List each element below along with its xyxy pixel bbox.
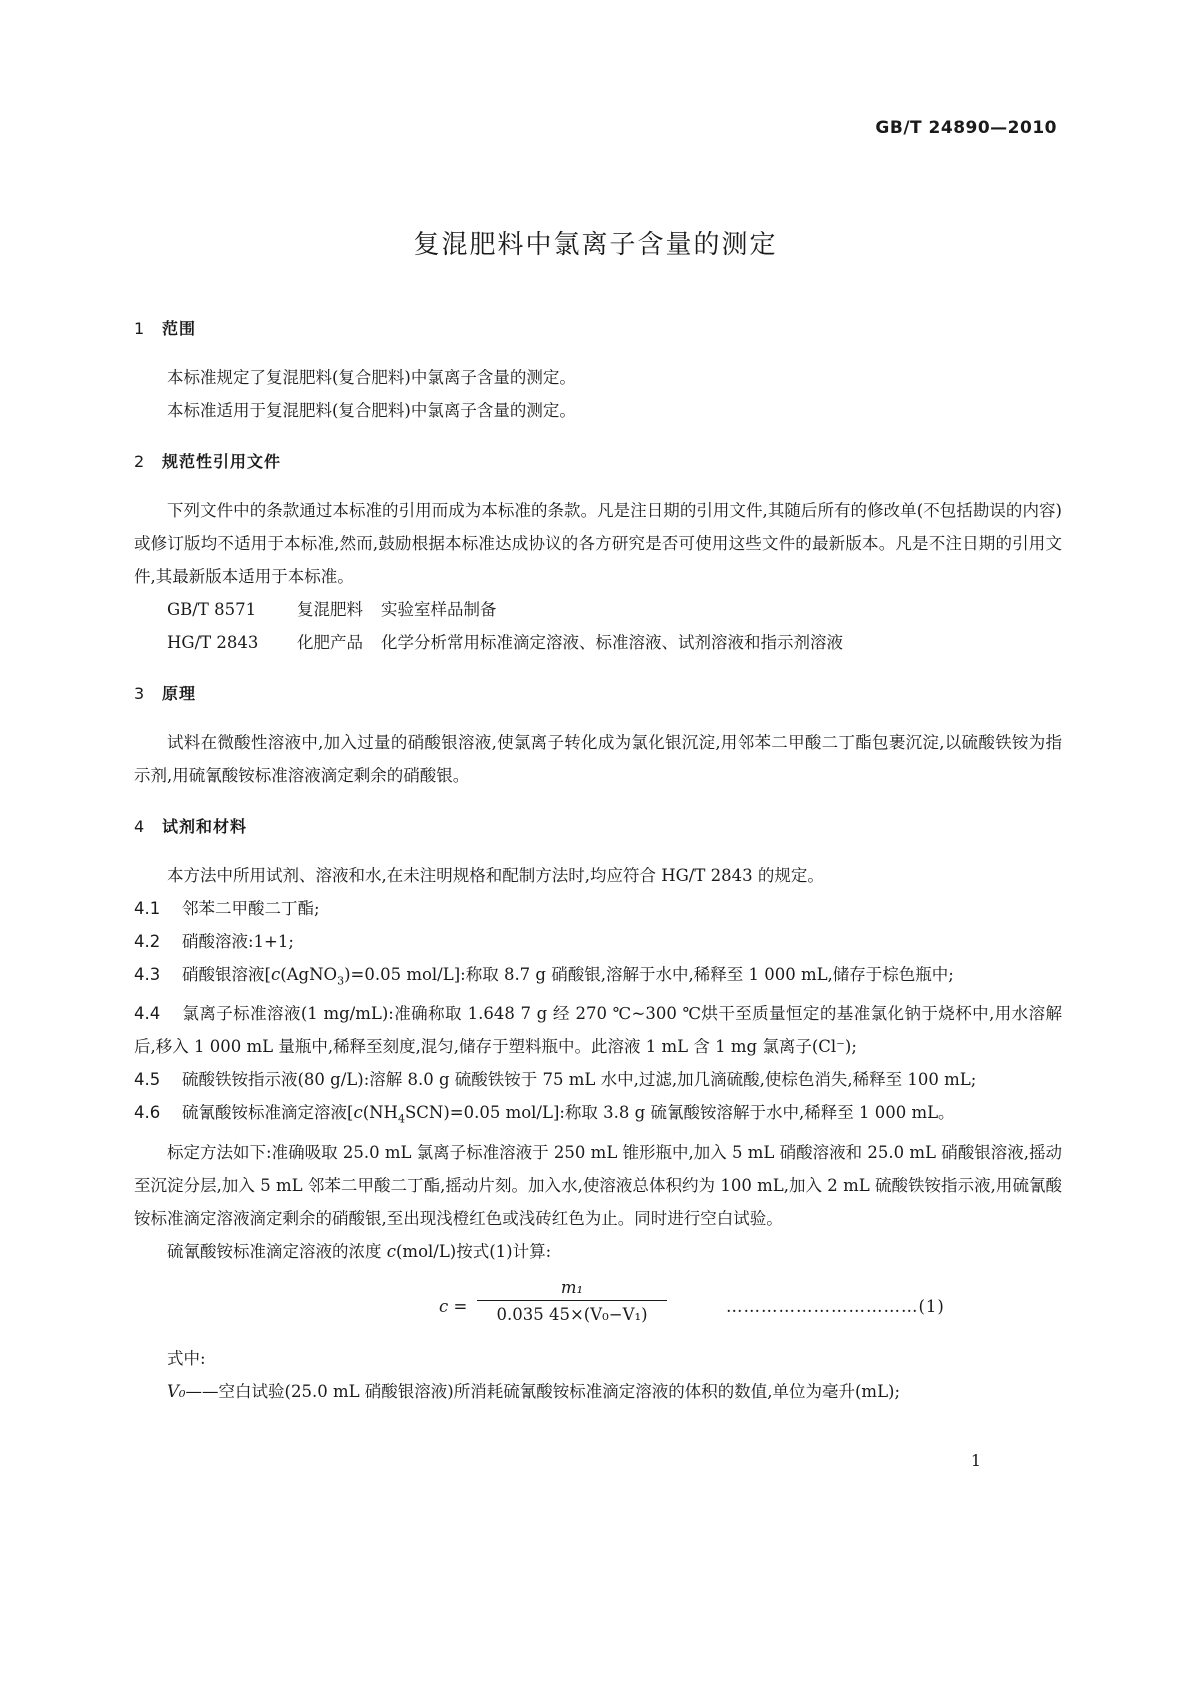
concentration-symbol: c [386, 1241, 396, 1261]
section-heading-scope [134, 312, 1062, 345]
reagent-item [134, 958, 1062, 997]
item-number: 4.1 [134, 899, 161, 918]
item-text: :称取 8.7 g 硝酸银,溶解于水中,稀释至 1 000 mL,储存于棕色瓶中; [460, 965, 954, 984]
where-label: 式中: [167, 1348, 206, 1368]
equation-number: ……………………………(1) [726, 1296, 945, 1316]
item-number: 4.5 [134, 1070, 161, 1090]
reagent-item [134, 1063, 1062, 1096]
item-name: 硫氰酸铵标准滴定溶液[ [182, 1103, 354, 1123]
reagent-item [134, 892, 1062, 925]
concentration-symbol: c [353, 1103, 363, 1123]
reference-item [134, 593, 1062, 626]
formula-part: (NH [362, 1103, 398, 1123]
reference-code: HG/T 2843 [167, 633, 259, 652]
section-title: 原理 [162, 684, 197, 703]
formula-lhs: c = [439, 1296, 468, 1316]
item-text: 硝酸溶液:1+1; [182, 932, 294, 951]
section-heading-normative-references [134, 445, 1062, 478]
paragraph: 试料在微酸性溶液中,加入过量的硝酸银溶液,使氯离子转化成为氯化银沉淀,用邻苯二甲酸二丁酯包裹沉淀,以硫酸铁铵为指示剂,用硫氰酸铵标准溶液滴定剩余的硝酸银。 [134, 733, 1062, 785]
section-title: 规范性引用文件 [162, 452, 282, 471]
item-number: 4.4 [134, 1004, 161, 1024]
item-text: 邻苯二甲酸二丁酯; [182, 899, 320, 918]
document-body [134, 312, 1062, 1408]
paragraph: 下列文件中的条款通过本标准的引用而成为本标准的条款。凡是注日期的引用文件,其随后所有的修改单(不包括勘误的内容)或修订版均不适用于本标准,然而,鼓励根据本标准达成协议的各方研究是否可使用这些文件的最新版本。凡是不注日期的引用文件,其最新版本适用于本标准。 [134, 501, 1062, 586]
item-number: 4.3 [134, 965, 161, 984]
formula-fraction [477, 1276, 667, 1329]
reference-code: GB/T 8571 [167, 600, 257, 619]
document-title: 复混肥料中氯离子含量的测定 [413, 230, 778, 260]
section-heading-principle [134, 677, 1062, 710]
formula-intro [134, 1235, 1062, 1268]
section-number: 3 [134, 684, 146, 703]
variable-definition [134, 1375, 1062, 1408]
section-number: 1 [134, 319, 146, 338]
formula-part: )=0.05 mol/L] [344, 965, 461, 984]
section-heading-reagents [134, 810, 1062, 843]
formula-subscript: 3 [337, 974, 345, 988]
reference-title: 化肥产品 [297, 633, 363, 652]
reagent-item [134, 925, 1062, 958]
section-number: 4 [134, 817, 146, 836]
item-number: 4.2 [134, 932, 161, 951]
paragraph: 本标准规定了复混肥料(复合肥料)中氯离子含量的测定。 [167, 368, 576, 387]
item-name: 硝酸银溶液[ [182, 965, 271, 984]
formula-intro-text: 硫氰酸铵标准滴定溶液的浓度 [167, 1241, 387, 1261]
formula-1 [134, 1274, 1062, 1338]
reference-subtitle: 化学分析常用标准滴定溶液、标准溶液、试剂溶液和指示剂溶液 [381, 633, 843, 652]
paragraph: 本标准适用于复混肥料(复合肥料)中氯离子含量的测定。 [167, 401, 576, 420]
reference-subtitle: 实验室样品制备 [381, 600, 497, 619]
item-text: :称取 3.8 g 硫氰酸铵溶解于水中,稀释至 1 000 mL。 [559, 1103, 955, 1123]
variable-symbol: V₀ [167, 1381, 186, 1401]
standard-number: GB/T 24890—2010 [875, 118, 1057, 138]
item-text: 硫酸铁铵指示液(80 g/L):溶解 8.0 g 硫酸铁铵于 75 mL 水中,过滤,加几滴硫酸,使棕色消失,稀释至 100 mL; [182, 1070, 977, 1090]
formula-subscript: 4 [397, 1112, 405, 1126]
reagent-item [134, 1096, 1062, 1135]
item-text: 氯离子标准溶液(1 mg/mL):准确称取 1.648 7 g 经 270 ℃~300 ℃烘干至质量恒定的基准氯化钠于烧杯中,用水溶解后,移入 1 000 mL 量瓶中,稀释至刻度,混匀,储存于塑料瓶中。此溶液 1 mL 含 1 mg 氯离子(Cl⁻); [134, 1004, 1062, 1057]
formula-intro-text: (mol/L)按式(1)计算: [396, 1241, 552, 1261]
section-title: 范围 [162, 319, 197, 338]
reference-item [134, 626, 1062, 659]
page-number: 1 [970, 1451, 981, 1470]
paragraph: 标定方法如下:准确吸取 25.0 mL 氯离子标准溶液于 250 mL 锥形瓶中,加入 5 mL 硝酸溶液和 25.0 mL 硝酸银溶液,摇动至沉淀分层,加入 5 mL 邻苯二甲酸二丁酯,摇动片刻。加入水,使溶液总体积约为 100 mL,加入 2 mL 硫酸铁铵指示液,用硫氰酸铵标准滴定溶液滴定剩余的硝酸银,至出现浅橙红色或浅砖红色为止。同时进行空白试验。 [134, 1142, 1062, 1228]
formula-numerator: m₁ [477, 1276, 667, 1301]
formula-part: SCN)=0.05 mol/L] [404, 1103, 560, 1123]
reagent-item [134, 997, 1062, 1063]
paragraph: 本方法中所用试剂、溶液和水,在未注明规格和配制方法时,均应符合 HG/T 2843 的规定。 [167, 866, 824, 885]
item-number: 4.6 [134, 1103, 161, 1123]
reference-title: 复混肥料 [297, 600, 363, 619]
section-title: 试剂和材料 [162, 817, 248, 836]
formula-part: (AgNO [280, 965, 338, 984]
section-number: 2 [134, 452, 146, 471]
concentration-symbol: c [270, 965, 281, 984]
formula-denominator: 0.035 45×(V₀−V₁) [496, 1304, 648, 1324]
variable-description: ——空白试验(25.0 mL 硝酸银溶液)所消耗硫氰酸铵标准滴定溶液的体积的数值,单位为毫升(mL); [185, 1381, 901, 1401]
